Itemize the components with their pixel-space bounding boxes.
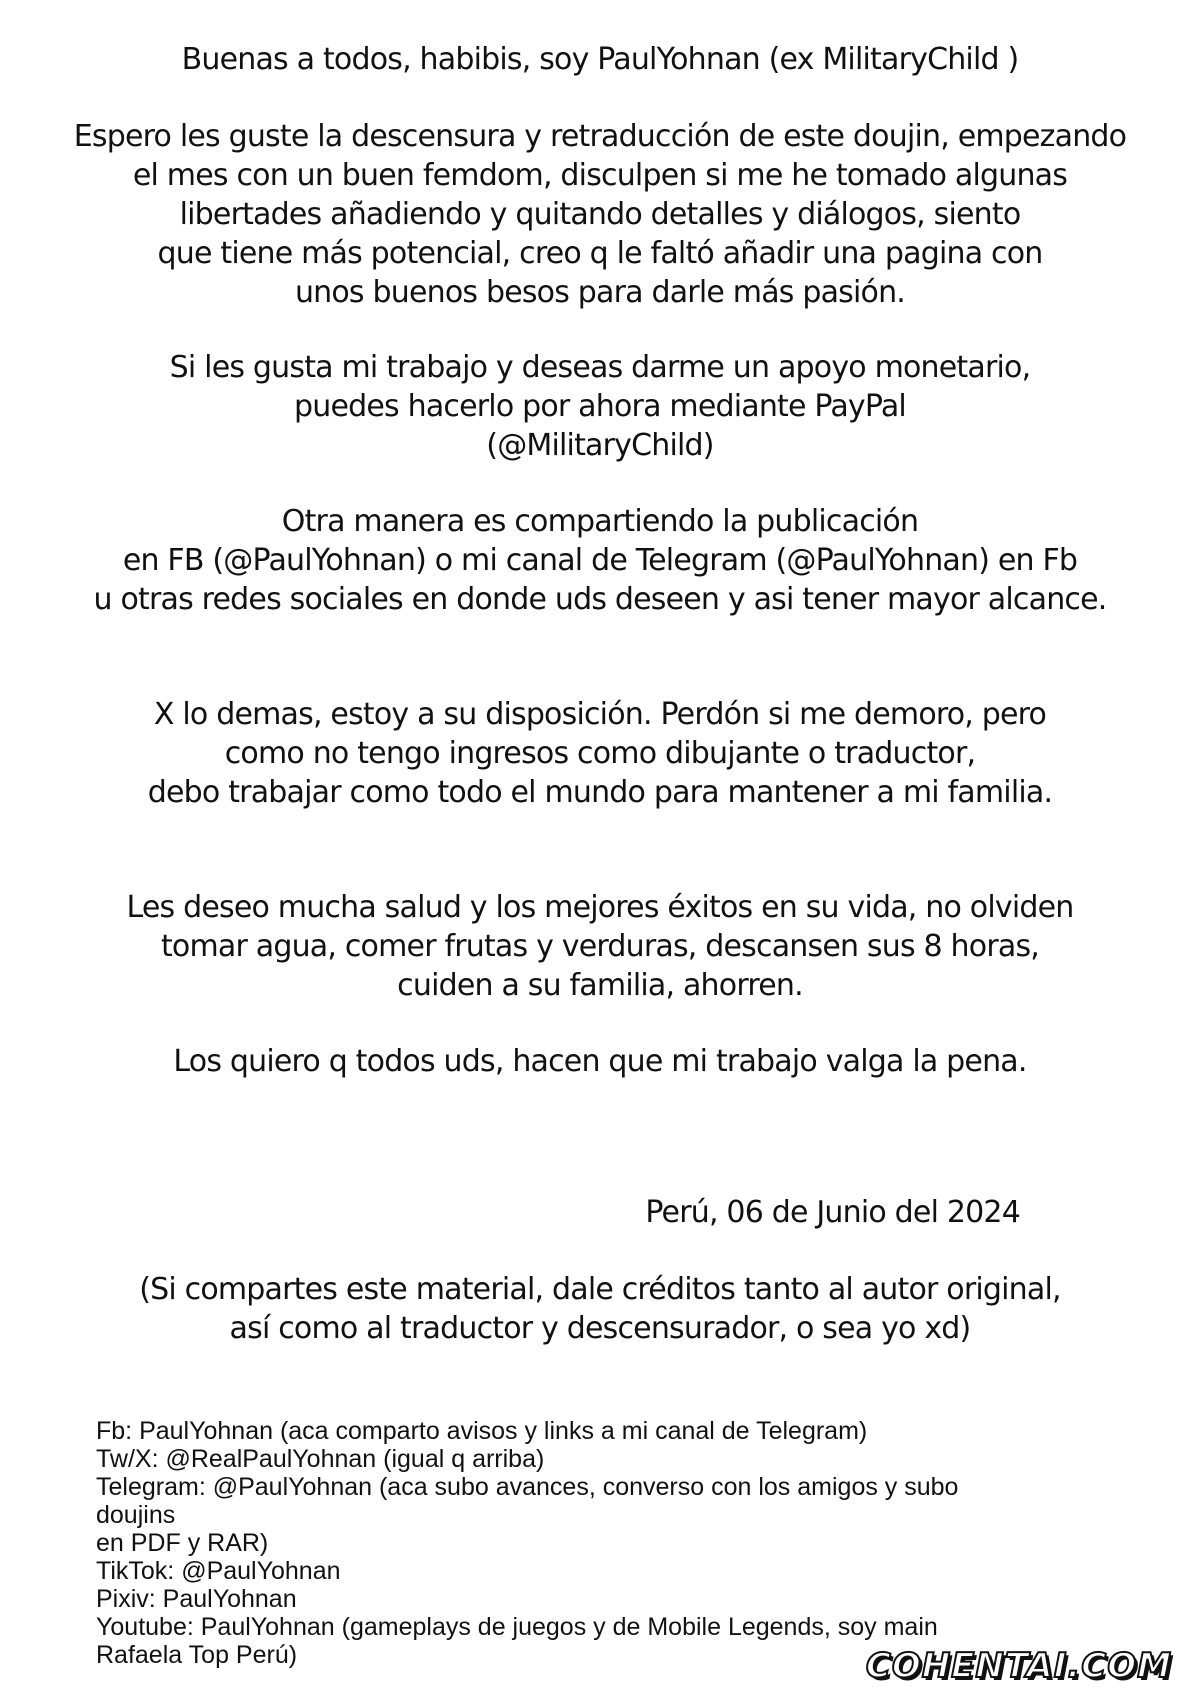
closing-paragraph (60, 1042, 1140, 1081)
intro-paragraph (60, 117, 1140, 312)
text-line: el mes con un buen femdom, disculpen si me he tomado algunas (132, 158, 1068, 193)
text-line: como no tengo ingresos como dibujante o traductor, (224, 736, 976, 771)
social-item-telegram: Telegram: @PaulYohnan (aca subo avances, converso con los amigos y subo (96, 1473, 959, 1501)
social-item-youtube: Youtube: PaulYohnan (gameplays de juegos y de Mobile Legends, soy main (96, 1613, 938, 1641)
text-line: en FB (@PaulYohnan) o mi canal de Telegram (@PaulYohnan) en Fb (122, 543, 1078, 578)
greeting-paragraph (60, 40, 1140, 79)
date-signature: Perú, 06 de Junio del 2024 (645, 1195, 1020, 1230)
text-line: tomar agua, comer frutas y verduras, descansen sus 8 horas, (160, 929, 1040, 964)
text-line: puedes hacerlo por ahora mediante PayPal (294, 389, 906, 424)
watermark-logo: COHENTAI.COM (865, 1646, 1172, 1686)
text-line: Espero les guste la descensura y retraducción de este doujin, empezando (73, 119, 1127, 154)
wishes-paragraph (60, 888, 1140, 1005)
text-line: Los quiero q todos uds, hacen que mi trabajo valga la pena. (173, 1044, 1027, 1079)
about-paragraph (60, 695, 1140, 812)
text-line: cuiden a su familia, ahorren. (397, 968, 803, 1003)
credits-note (60, 1270, 1140, 1348)
social-item-youtube-cont: Rafaela Top Perú) (96, 1641, 298, 1669)
paypal-handle: (@MilitaryChild) (486, 428, 714, 463)
text-line: Les deseo mucha salud y los mejores éxitos en su vida, no olviden (126, 890, 1074, 925)
text-line: Buenas a todos, habibis, soy PaulYohnan (ex MilitaryChild ) (181, 42, 1019, 77)
text-line: unos buenos besos para darle más pasión. (294, 275, 906, 310)
text-line: debo trabajar como todo el mundo para mantener a mi familia. (147, 775, 1053, 810)
text-line: libertades añadiendo y quitando detalles y diálogos, siento (179, 197, 1021, 232)
text-line: (Si compartes este material, dale créditos tanto al autor original, (139, 1272, 1061, 1307)
text-line: X lo demas, estoy a su disposición. Perdón si me demoro, pero (153, 697, 1047, 732)
social-item-tiktok: TikTok: @PaulYohnan (96, 1557, 341, 1585)
social-item-telegram-cont: en PDF y RAR) (96, 1529, 269, 1557)
share-paragraph (60, 502, 1140, 619)
support-paragraph (60, 348, 1140, 465)
social-item-facebook: Fb: PaulYohnan (aca comparto avisos y links a mi canal de Telegram) (96, 1417, 868, 1445)
social-links-list (96, 1417, 996, 1669)
text-line: u otras redes sociales en donde uds deseen y asi tener mayor alcance. (93, 582, 1107, 617)
social-item-twitter: Tw/X: @RealPaulYohnan (igual q arriba) (96, 1445, 545, 1473)
text-line: Otra manera es compartiendo la publicación (281, 504, 919, 539)
text-line: así como al traductor y descensurador, o sea yo xd) (229, 1311, 971, 1346)
text-line: Si les gusta mi trabajo y deseas darme un apoyo monetario, (169, 350, 1031, 385)
text-line: que tiene más potencial, creo q le faltó añadir una pagina con (157, 236, 1043, 271)
social-item-telegram-cont: doujins (96, 1501, 176, 1529)
social-item-pixiv: Pixiv: PaulYohnan (96, 1585, 297, 1613)
